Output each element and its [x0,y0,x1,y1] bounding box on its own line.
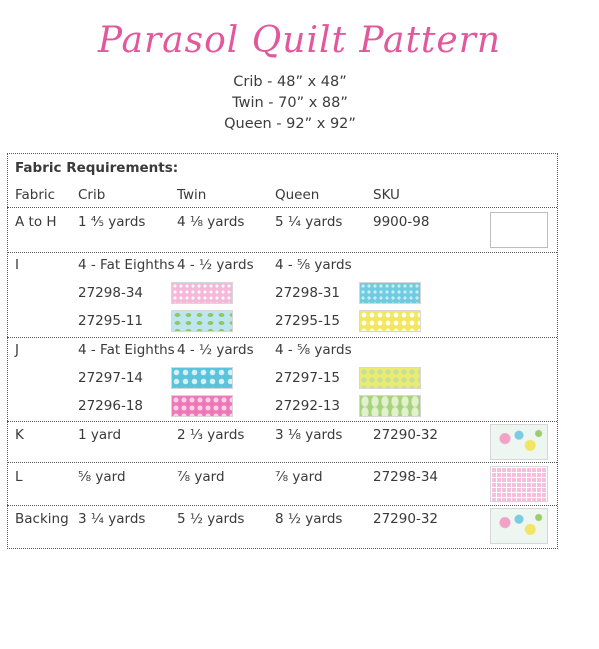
size-list [0,72,580,135]
swatch-blank [490,212,548,248]
row-k-queen: 3 ⅛ yards [275,427,343,443]
sku-label: 27295-11 [78,313,143,329]
page-title: Parasol Quilt Pattern [97,20,502,61]
row-divider [7,337,557,338]
row-j-fabric: J [15,342,19,358]
row-l-sku: 27298-34 [373,469,438,485]
row-divider [7,505,557,506]
sku-label: 27297-14 [78,370,143,386]
row-l-twin: ⅞ yard [177,469,225,485]
row-k-sku: 27290-32 [373,427,438,443]
row-ah-crib: 1 ⅘ yards [78,214,146,230]
row-divider [7,207,557,208]
row-backing-sku: 27290-32 [373,511,438,527]
fabric-swatch [171,310,233,332]
fabric-swatch [490,508,548,544]
fabric-swatch [171,282,233,304]
row-i-fabric: I [15,257,19,273]
sku-label: 27295-15 [275,313,340,329]
row-i-crib: 4 - Fat Eighths [78,257,175,273]
row-i-queen: 4 - ⅝ yards [275,257,352,273]
row-l-crib: ⅝ yard [78,469,126,485]
row-k-fabric: K [15,427,24,443]
row-j-queen: 4 - ⅝ yards [275,342,352,358]
fabric-swatch [490,424,548,460]
row-ah-twin: 4 ⅛ yards [177,214,245,230]
row-divider [7,252,557,253]
fabric-swatch [171,395,233,417]
row-j-crib: 4 - Fat Eighths [78,342,175,358]
col-header-twin: Twin [177,187,207,203]
sku-label: 27298-34 [78,285,143,301]
row-ah-queen: 5 ¼ yards [275,214,343,230]
row-ah-fabric: A to H [15,214,57,230]
sku-label: 27292-13 [275,398,340,414]
row-j-twin: 4 - ½ yards [177,342,254,358]
col-header-sku: SKU [373,187,400,203]
fabric-swatch [359,367,421,389]
col-header-crib: Crib [78,187,106,203]
row-backing-twin: 5 ½ yards [177,511,245,527]
row-divider [7,421,557,422]
table-heading: Fabric Requirements: [15,160,179,176]
row-ah-sku: 9900-98 [373,214,430,230]
fabric-swatch [490,466,548,502]
row-k-crib: 1 yard [78,427,122,443]
row-l-queen: ⅞ yard [275,469,323,485]
fabric-swatch [359,282,421,304]
row-k-twin: 2 ⅓ yards [177,427,245,443]
row-backing-queen: 8 ½ yards [275,511,343,527]
sku-label: 27297-15 [275,370,340,386]
col-header-queen: Queen [275,187,320,203]
size-queen: Queen - 92” x 92” [224,116,356,132]
fabric-swatch [359,395,421,417]
row-backing-fabric: Backing [15,511,69,527]
fabric-swatch [359,310,421,332]
row-divider [7,462,557,463]
size-twin: Twin - 70” x 88” [232,95,348,111]
sku-label: 27298-31 [275,285,340,301]
fabric-swatch [171,367,233,389]
sku-label: 27296-18 [78,398,143,414]
size-crib: Crib - 48” x 48” [233,74,347,90]
row-l-fabric: L [15,469,23,485]
col-header-fabric: Fabric [15,187,56,203]
row-backing-crib: 3 ¼ yards [78,511,146,527]
row-i-twin: 4 - ½ yards [177,257,254,273]
